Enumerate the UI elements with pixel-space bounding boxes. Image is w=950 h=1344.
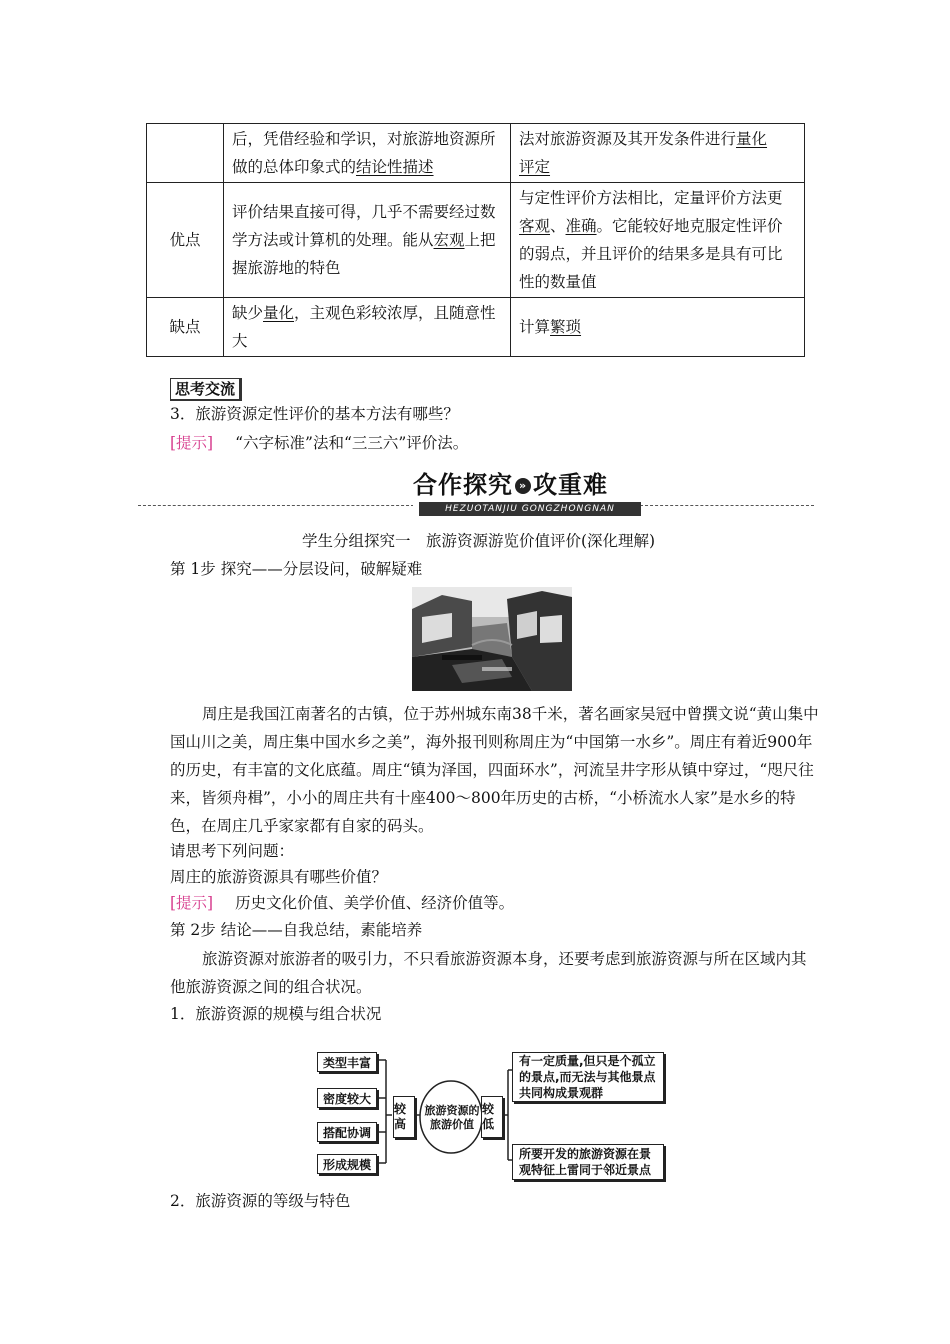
banner-subtitle: HEZUOTANJIU GONGZHONGNAN	[419, 502, 641, 516]
think-question: 3．旅游资源定性评价的基本方法有哪些？	[170, 405, 459, 423]
quantitative-cell: 计算繁琐	[511, 298, 805, 357]
table-row	[147, 183, 805, 298]
qualitative-cell: 后，凭借经验和学识，对旅游地资源所做的总体印象式的结论性描述	[224, 124, 511, 183]
value-hint: [提示] 历史文化价值、美学价值、经济价值等。	[170, 894, 515, 912]
step-2-heading: 第 2步 结论——自我总结，素能培养	[170, 921, 423, 939]
section-heading: 学生分组探究一 旅游资源游览价值评价(深化理解)	[302, 532, 656, 550]
arrow-icon: »	[515, 478, 531, 494]
comparison-table	[146, 123, 805, 357]
section-banner	[413, 468, 639, 518]
diagram-high-box: 较高	[393, 1096, 415, 1138]
diagram-center: 旅游资源的旅游价值	[424, 1104, 480, 1131]
item-2: 2．旅游资源的等级与特色	[170, 1192, 351, 1210]
think-prompt: 请思考下列问题：	[170, 842, 295, 860]
water-town-photo	[412, 587, 572, 691]
think-hint: [提示] “六字标准”法和“三三六”评价法。	[170, 434, 469, 452]
item-1: 1．旅游资源的规模与组合状况	[170, 1005, 382, 1023]
quantitative-cell: 与定性评价方法相比，定量评价方法更客观、准确。它能较好地克服定性评价的弱点，并且评价的结果多是具有可比性的数量值	[511, 183, 805, 298]
row-label-disadvantage: 缺点	[147, 298, 224, 357]
conclusion-paragraph: 旅游资源对旅游者的吸引力，不只看旅游资源本身，还要考虑到旅游资源与所在区域内其他旅游资源之间的组合状况。	[170, 950, 807, 996]
row-label-advantage: 优点	[147, 183, 224, 298]
qualitative-cell: 评价结果直接可得，几乎不需要经过数学方法或计算机的处理。能从宏观上把握旅游地的特色	[224, 183, 511, 298]
row-label	[147, 124, 224, 183]
diagram-right-bottom-box: 所要开发的旅游资源在景观特征上雷同于邻近景点	[512, 1144, 664, 1180]
diagram-left-box: 类型丰富	[317, 1052, 377, 1072]
diagram-left-box: 形成规模	[317, 1154, 377, 1174]
step-1-heading: 第 1步 探究——分层设问，破解疑难	[170, 560, 423, 578]
zhouzhuang-paragraph: 周庄是我国江南著名的古镇，位于苏州城东南38千米，著名画家吴冠中曾撰文说“黄山集中国山川之美，周庄集中国水乡之美”，海外报刊则称周庄为“中国第一水乡”。周庄有着近900年的历史，有丰富的文化底蕴。周庄“镇为泽国，四面环水”，河流呈井字形从镇中穿过，“咫尺往来，皆须舟楫”，小小的周庄共有十座400～800年历史的古桥，“小桥流水人家”是水乡的特色，在周庄几乎家家都有自家的码头。	[170, 705, 819, 835]
banner-title: 合作探究 » 攻重难	[413, 471, 608, 499]
qualitative-cell: 缺少量化，主观色彩较浓厚，且随意性大	[224, 298, 511, 357]
divider-right	[640, 505, 814, 506]
diagram-left-box: 搭配协调	[317, 1122, 377, 1142]
diagram-left-box: 密度较大	[317, 1088, 377, 1108]
think-exchange-tag: 思考交流	[170, 378, 242, 401]
table-row	[147, 298, 805, 357]
table-row	[147, 124, 805, 183]
diagram-right-top-box: 有一定质量,但只是个孤立的景点,而无法与其他景点共同构成景观群	[512, 1052, 664, 1102]
value-question: 周庄的旅游资源具有哪些价值？	[170, 868, 388, 886]
hint-label: [提示]	[170, 894, 214, 912]
diagram-low-box: 较低	[481, 1096, 503, 1138]
hint-label: [提示]	[170, 434, 214, 452]
divider-left	[138, 505, 414, 506]
quantitative-cell: 法对旅游资源及其开发条件进行量化 评定	[511, 124, 805, 183]
